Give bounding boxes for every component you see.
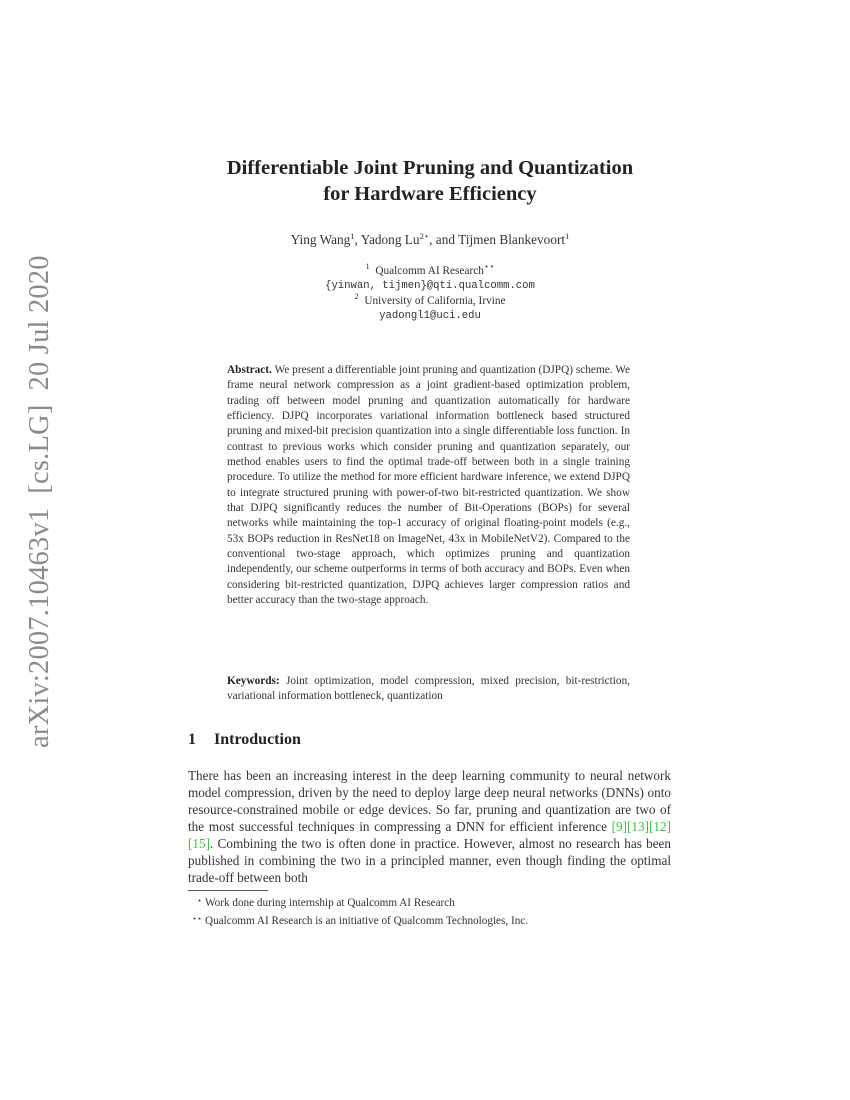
footnote-mark: ⋆ [196, 896, 202, 905]
intro-text: . Combining the two is often done in practice. However, almost no research has been published in combining the two in a principled manner, even though finding the optimal trade-off between both [188, 836, 671, 885]
author-name: Ying Wang [290, 232, 351, 247]
arxiv-stamp [20, 241, 60, 748]
affiliation-2 [150, 291, 710, 309]
abstract-label: Abstract. [227, 364, 272, 376]
affiliation-name-mark: ⋆⋆ [483, 261, 495, 271]
arxiv-category: [cs.LG] [24, 404, 55, 494]
paper-title [150, 155, 710, 207]
author-mark: 2⋆ [419, 231, 430, 241]
title-line-2: for Hardware Efficiency [323, 183, 537, 205]
abstract [227, 363, 630, 609]
citation-link[interactable]: [15] [188, 836, 210, 851]
affiliation-email[interactable]: yadongl1@uci.edu [379, 310, 481, 322]
footnote-text: Work done during internship at Qualcomm AI Research [205, 897, 455, 909]
footnote-text: Qualcomm AI Research is an initiative of Qualcomm Technologies, Inc. [205, 915, 529, 927]
footnotes [188, 893, 668, 929]
affiliation-1 [150, 261, 710, 279]
keywords-label: Keywords: [227, 675, 280, 687]
footnote-mark: ⋆⋆ [191, 914, 202, 923]
author-name: Tijmen Blankevoort [458, 232, 566, 247]
keywords-text: Joint optimization, model compression, mixed precision, bit-restriction, variational information bottleneck, quantization [227, 675, 631, 703]
section-number: 1 [188, 731, 196, 748]
abstract-text: We present a differentiable joint pruning and quantization (DJPQ) scheme. We frame neural network compression as a joint gradient-based optimization problem, trading off between model pruning and quantization automatically for hardware efficiency. DJPQ incorporates variational information bottleneck based structured pruning and mixed-bit precision quantization into a single differentiable loss function. In contrast to previous works which consider pruning and quantization separately, our method enables users to find the optimal trade-off between both in a single training procedure. To utilize the method for more efficient hardware inference, we extend DJPQ to integrate structured pruning with power-of-two bit-restricted quantization. We show that DJPQ significantly reduces the number of Bit-Operations (BOPs) for several networks while maintaining the top-1 accuracy of original floating-point models (e.g., 53x BOPs reduction in ResNet18 on ImageNet, 43x in MobileNetV2). Compared to the conventional two-stage approach, which optimizes pruning and quantization independently, our scheme outperforms in terms of both accuracy and BOPs. Even when considering bit-restricted quantization, DJPQ achieves larger compression ratios and better accuracy than the two-stage approach. [227, 364, 630, 607]
author-mark: 1 [565, 231, 570, 241]
intro-paragraph [188, 767, 671, 886]
author-name: Yadong Lu [360, 232, 420, 247]
affiliation-name: Qualcomm AI Research [375, 265, 484, 277]
intro-text: There has been an increasing interest in the deep learning community to neural network model compression, driven by the need to deploy large deep neural networks (DNNs) onto resource-constrained mobile or edge devices. So far, pruning and quantization are two of the most successful techniques in compressing a DNN for efficient inference [188, 768, 671, 834]
footnote [188, 911, 668, 929]
arxiv-date: 20 Jul 2020 [24, 255, 55, 391]
affiliation-name: University of California, Irvine [364, 295, 506, 307]
title-line-1: Differentiable Joint Pruning and Quantization [226, 157, 634, 179]
footnote-rule [188, 890, 268, 891]
citation-link[interactable]: [9] [611, 819, 628, 834]
keywords [227, 674, 630, 705]
affiliations [150, 261, 710, 324]
author-list [150, 232, 710, 248]
affiliation-mark: 2 [354, 291, 359, 301]
citation-link[interactable]: [13] [627, 819, 650, 834]
affiliation-mark: 1 [365, 261, 370, 271]
author-separator: , and [429, 232, 459, 247]
author-mark: 1 [350, 231, 355, 241]
footnote [188, 893, 668, 911]
affiliation-email[interactable]: {yinwan, tijmen}@qti.qualcomm.com [325, 280, 535, 292]
author-separator: , [354, 232, 361, 247]
section-title: Introduction [214, 731, 301, 748]
section-heading [188, 731, 301, 749]
citation-link[interactable]: [12] [649, 819, 671, 834]
arxiv-id: arXiv:2007.10463v1 [24, 507, 55, 748]
